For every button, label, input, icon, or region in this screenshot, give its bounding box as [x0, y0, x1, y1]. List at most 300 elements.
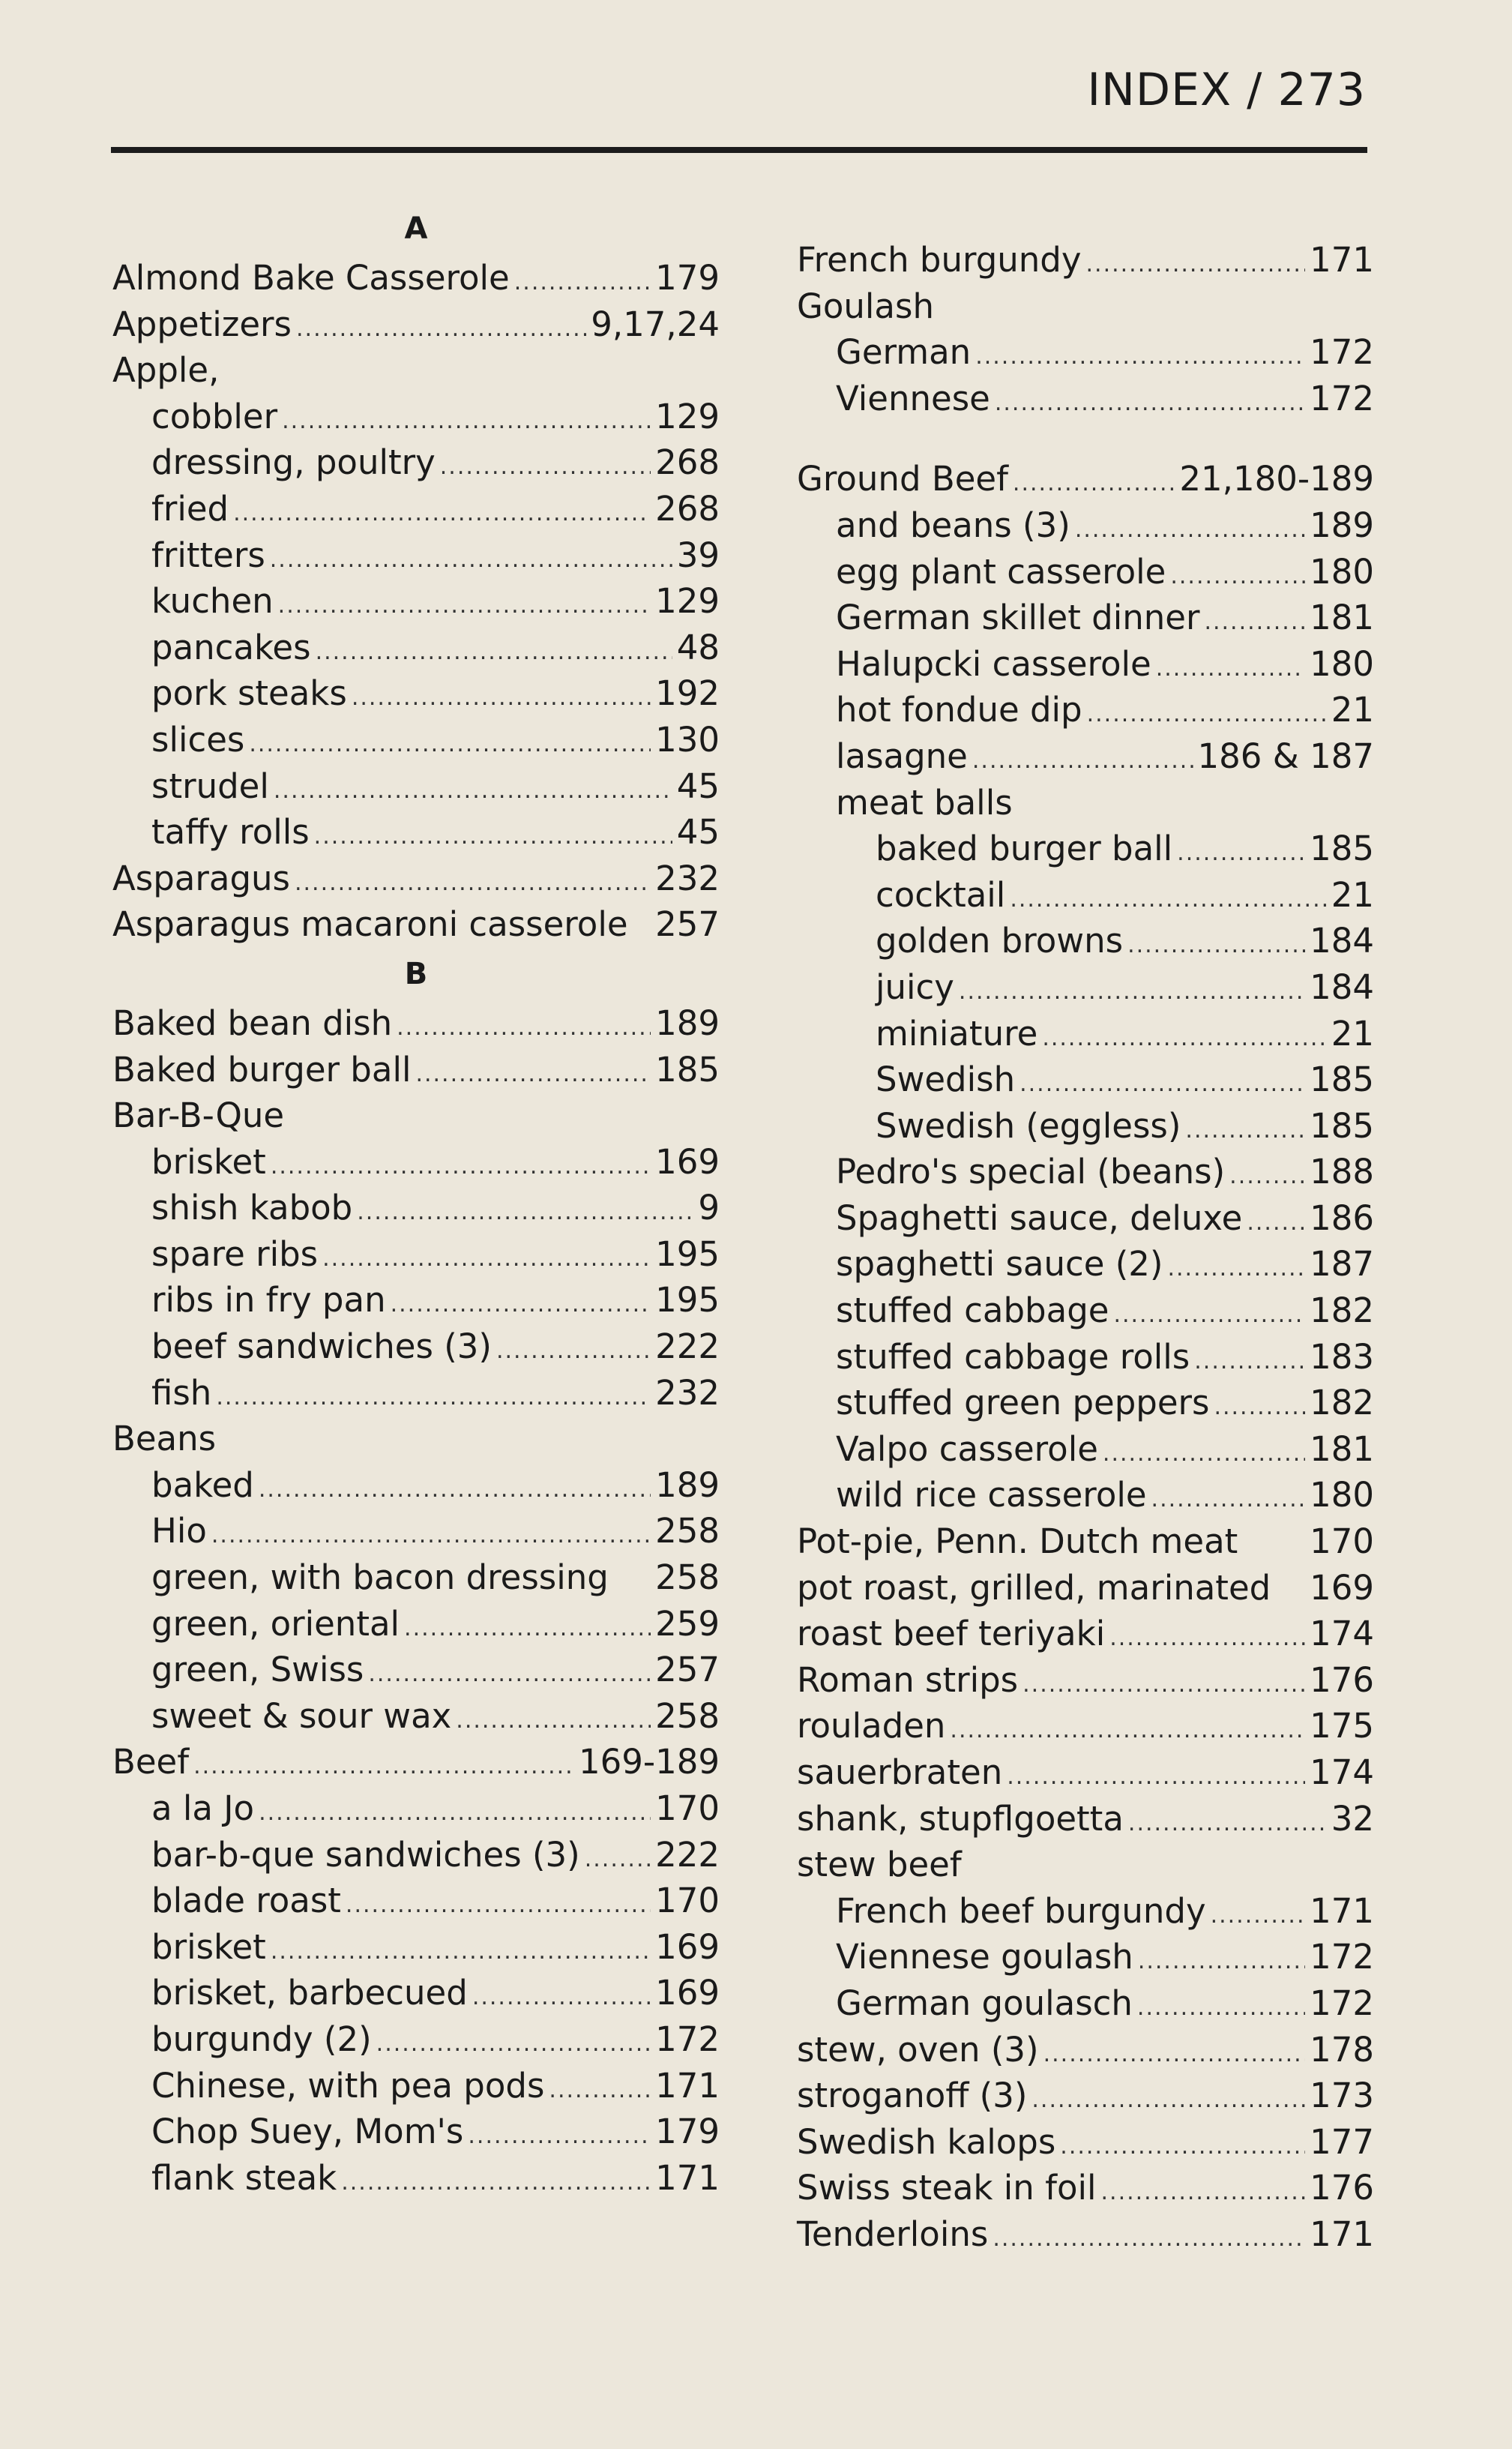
dot-leader: [316, 629, 672, 676]
dot-leader: [975, 334, 1305, 380]
entry-page-number: 169: [655, 1141, 720, 1182]
entry-page-number: 268: [655, 488, 720, 529]
index-entry: [112, 625, 720, 671]
entry-page-number: 185: [1310, 829, 1374, 869]
index-entry: [112, 1832, 720, 1878]
dot-leader: [959, 969, 1305, 1015]
entry-page-number: 174: [1310, 1752, 1374, 1792]
dot-leader: [1075, 507, 1305, 553]
entry-label: Ground Beef: [797, 459, 1008, 499]
header-rule: [111, 147, 1367, 153]
dot-leader: [1177, 830, 1305, 877]
entry-label: Swedish kalops: [797, 2121, 1056, 2162]
entry-label: Beans: [112, 1419, 217, 1459]
index-entry: [797, 641, 1374, 688]
dot-leader: [296, 306, 586, 352]
dot-leader: [357, 1189, 693, 1236]
dot-leader: [1138, 1938, 1305, 1985]
index-entry: [797, 872, 1374, 919]
entry-page-number: 186 & 187: [1197, 736, 1374, 776]
entry-page-number: 173: [1310, 2076, 1374, 2116]
dot-leader: [376, 2021, 651, 2067]
entry-page-number: 258: [655, 1695, 720, 1736]
index-entry: [112, 1047, 720, 1093]
index-entry: [112, 255, 720, 301]
index-entry: [112, 1000, 720, 1047]
index-entry: [797, 1011, 1374, 1057]
entry-label: stew beef: [797, 1845, 962, 1885]
entry-label: cocktail: [876, 874, 1006, 915]
index-entry: [797, 1057, 1374, 1103]
entry-page-number: 21: [1331, 874, 1374, 915]
entry-page-number: 257: [655, 1650, 720, 1690]
index-entry: [797, 237, 1374, 283]
entry-label: roast beef teriyaki: [797, 1614, 1106, 1654]
entry-label: sauerbraten: [797, 1752, 1003, 1792]
entry-page-number: 172: [1310, 1937, 1374, 1977]
entry-label: stuffed cabbage rolls: [836, 1336, 1190, 1377]
entry-page-number: 179: [655, 2112, 720, 2152]
index-entry: [112, 2063, 720, 2109]
index-entry: [797, 1657, 1374, 1704]
dot-leader: [1214, 1384, 1305, 1431]
dot-leader: [1167, 1245, 1305, 1292]
entry-label: Swedish: [876, 1060, 1016, 1100]
entry-page-number: 39: [676, 535, 720, 575]
entry-label: meat balls: [836, 782, 1013, 823]
entry-page-number: 180: [1310, 643, 1374, 684]
index-entry: [797, 283, 1374, 330]
entry-label: flank steak: [151, 2157, 337, 2198]
entry-label: pot roast, grilled, marinated: [797, 1567, 1271, 1608]
dot-leader: [1151, 1476, 1306, 1523]
dot-leader: [271, 1929, 651, 1975]
index-entry: [797, 2119, 1374, 2166]
index-entry: [112, 1554, 720, 1601]
entry-page-number: 258: [655, 1511, 720, 1551]
entry-label: Apple,: [112, 350, 220, 391]
entry-page-number: 185: [655, 1049, 720, 1090]
index-entry: [112, 717, 720, 763]
index-entry: [797, 2211, 1374, 2258]
entry-label: rouladen: [797, 1706, 946, 1746]
entry-label: spaghetti sauce (2): [836, 1244, 1163, 1284]
entry-page-number: 172: [1310, 332, 1374, 373]
entry-label: German goulasch: [836, 1983, 1133, 2023]
entry-label: Swedish (eggless): [876, 1105, 1181, 1146]
dot-leader: [216, 1374, 651, 1421]
index-entry: [112, 347, 720, 394]
index-entry: [112, 856, 720, 902]
entry-page-number: 171: [655, 2065, 720, 2106]
entry-label: fritters: [151, 535, 265, 575]
entry-label: kuchen: [151, 581, 274, 622]
index-entry: [112, 394, 720, 440]
entry-label: green, with bacon dressing: [151, 1557, 609, 1598]
index-entry: [112, 486, 720, 532]
entry-label: Hio: [151, 1511, 207, 1551]
index-entry: [797, 826, 1374, 872]
entry-label: brisket, barbecued: [151, 1973, 468, 2013]
entry-page-number: 189: [1310, 505, 1374, 545]
entry-page-number: 268: [655, 442, 720, 483]
index-entry: [112, 439, 720, 486]
entry-page-number: 195: [655, 1280, 720, 1320]
dot-leader: [278, 583, 651, 629]
page-header: INDEX / 273: [1087, 64, 1366, 116]
entry-label: Tenderloins: [797, 2214, 989, 2254]
entry-label: a la Jo: [151, 1788, 255, 1828]
dot-leader: [1101, 2169, 1306, 2216]
entry-label: Spaghetti sauce, deluxe: [836, 1198, 1243, 1238]
entry-page-number: 21: [1331, 1013, 1374, 1054]
entry-label: bar-b-que sandwiches (3): [151, 1834, 580, 1875]
index-entry: [112, 1277, 720, 1323]
entry-label: Swiss steak in foil: [797, 2168, 1097, 2208]
entry-label: Baked bean dish: [112, 1003, 393, 1043]
entry-label: Bar-B-Que: [112, 1096, 285, 1136]
entry-page-number: 185: [1310, 1060, 1374, 1100]
entry-page-number: 232: [655, 1372, 720, 1413]
index-entry: [112, 1416, 720, 1462]
entry-page-number: 189: [655, 1003, 720, 1043]
dot-leader: [1010, 877, 1326, 923]
dot-leader: [1022, 1662, 1305, 1708]
dot-leader: [233, 490, 651, 537]
entry-page-number: 181: [1310, 1428, 1374, 1469]
dot-leader: [496, 1328, 651, 1374]
dot-leader: [193, 1743, 574, 1790]
entry-page-number: 171: [655, 2157, 720, 2198]
entry-page-number: 169: [655, 1926, 720, 1967]
index-entry: [797, 1287, 1374, 1334]
index-entry: [797, 1749, 1374, 1796]
index-entry: [797, 1703, 1374, 1749]
entry-label: burgundy (2): [151, 2019, 372, 2059]
entry-page-number: 172: [1310, 378, 1374, 418]
entry-label: hot fondue dip: [836, 690, 1082, 730]
index-entry: [797, 2027, 1374, 2073]
entry-label: green, Swiss: [151, 1650, 364, 1690]
dot-leader: [211, 1512, 651, 1559]
entry-label: Halupcki casserole: [836, 643, 1151, 684]
index-entry: [112, 1093, 720, 1139]
entry-label: brisket: [151, 1141, 266, 1182]
index-entry: [112, 1462, 720, 1509]
entry-page-number: 170: [655, 1881, 720, 1921]
dot-leader: [295, 860, 651, 907]
index-entry: [797, 1380, 1374, 1426]
entry-page-number: 258: [655, 1557, 720, 1598]
entry-page-number: 169-189: [578, 1742, 720, 1782]
dot-leader: [1109, 1615, 1305, 1662]
dot-leader: [346, 1882, 651, 1929]
dot-leader: [993, 2216, 1305, 2262]
entry-label: blade roast: [151, 1881, 341, 1921]
entry-page-number: 182: [1310, 1290, 1374, 1331]
index-entry: [797, 456, 1374, 502]
dot-leader: [271, 1144, 651, 1190]
index-entry: [797, 1934, 1374, 1980]
dot-leader: [514, 259, 651, 306]
entry-page-number: 130: [655, 719, 720, 760]
index-entry: [112, 2016, 720, 2063]
dot-leader: [259, 1790, 651, 1836]
entry-page-number: 176: [1310, 1659, 1374, 1700]
entry-page-number: 176: [1310, 2168, 1374, 2208]
index-entry: [112, 2109, 720, 2155]
entry-page-number: 175: [1310, 1706, 1374, 1746]
dot-leader: [249, 721, 651, 768]
entry-label: beef sandwiches (3): [151, 1326, 492, 1367]
entry-page-number: 172: [1310, 1983, 1374, 2023]
entry-label: baked: [151, 1464, 254, 1505]
entry-label: egg plant casserole: [836, 551, 1166, 592]
dot-leader: [1086, 241, 1306, 288]
entry-label: shank, stupflgoetta: [797, 1798, 1124, 1839]
entry-label: shish kabob: [151, 1188, 353, 1228]
index-entry: [797, 1611, 1374, 1657]
dot-leader: [259, 1467, 651, 1513]
dot-leader: [1247, 1200, 1305, 1246]
entry-page-number: 180: [1310, 551, 1374, 592]
entry-label: stew, oven (3): [797, 2029, 1039, 2070]
index-entry: [112, 578, 720, 625]
entry-page-number: 186: [1310, 1198, 1374, 1238]
entry-page-number: 171: [1310, 2214, 1374, 2254]
entry-page-number: 45: [676, 812, 720, 853]
dot-leader: [1087, 691, 1327, 738]
index-entry: [112, 1785, 720, 1832]
dot-leader: [274, 768, 672, 814]
index-entry: [112, 1924, 720, 1971]
entry-label: Roman strips: [797, 1659, 1019, 1700]
entry-label: brisket: [151, 1926, 266, 1967]
index-entry: [112, 1370, 720, 1416]
dot-leader: [1170, 553, 1305, 600]
dot-leader: [1013, 460, 1175, 507]
dot-leader: [270, 537, 672, 583]
dot-leader: [352, 675, 651, 721]
entry-label: French burgundy: [797, 240, 1082, 280]
dot-leader: [322, 1236, 651, 1282]
index-column-right: [797, 202, 1374, 2258]
dot-leader: [549, 2067, 651, 2114]
index-entry: [112, 2155, 720, 2202]
index-entry: [112, 901, 720, 948]
index-entry: [797, 595, 1374, 641]
entry-label: strudel: [151, 766, 269, 806]
entry-page-number: 192: [655, 673, 720, 714]
index-entry: [112, 1508, 720, 1554]
index-entry: [797, 1334, 1374, 1380]
index-entry: [797, 1565, 1374, 1611]
entry-label: stuffed cabbage: [836, 1290, 1109, 1331]
dot-leader: [1007, 1754, 1305, 1800]
entry-page-number: 222: [655, 1834, 720, 1875]
entry-page-number: 189: [655, 1464, 720, 1505]
entry-label: green, oriental: [151, 1603, 400, 1644]
entry-page-number: 187: [1310, 1244, 1374, 1284]
index-entry: [797, 329, 1374, 376]
index-entry: [797, 1796, 1374, 1842]
entry-page-number: 32: [1331, 1798, 1374, 1839]
entry-label: Appetizers: [112, 304, 292, 344]
index-entry: [112, 1739, 720, 1785]
entry-page-number: 172: [655, 2019, 720, 2059]
dot-leader: [404, 1605, 651, 1652]
entry-page-number: 183: [1310, 1336, 1374, 1377]
dot-leader: [972, 738, 1193, 784]
index-entry: [797, 1241, 1374, 1287]
dot-leader: [1137, 1985, 1305, 2031]
entry-label: taffy rolls: [151, 812, 310, 853]
index-entry: [797, 1149, 1374, 1195]
entry-page-number: 180: [1310, 1475, 1374, 1515]
entry-label: ribs in fry pan: [151, 1280, 386, 1320]
dot-leader: [1229, 1153, 1305, 1200]
index-entry: [797, 376, 1374, 422]
entry-label: Beef: [112, 1742, 190, 1782]
entry-page-number: 185: [1310, 1105, 1374, 1146]
entry-label: pancakes: [151, 627, 311, 667]
entry-page-number: 184: [1310, 967, 1374, 1007]
dot-leader: [950, 1707, 1305, 1754]
entry-label: Goulash: [797, 286, 934, 326]
section-heading: B: [404, 956, 428, 991]
dot-leader: [314, 814, 672, 860]
index-entry: [797, 1888, 1374, 1935]
entry-label: baked burger ball: [876, 829, 1173, 869]
entry-label: cobbler: [151, 396, 278, 436]
index-entry: [797, 918, 1374, 964]
dot-leader: [1127, 922, 1305, 969]
index-entry: [797, 1426, 1374, 1473]
entry-page-number: 129: [655, 396, 720, 436]
entry-page-number: 45: [676, 766, 720, 806]
entry-page-number: 182: [1310, 1383, 1374, 1423]
entry-label: Baked burger ball: [112, 1049, 412, 1090]
dot-leader: [1128, 1800, 1327, 1847]
dot-leader: [1042, 1015, 1326, 1062]
index-entry: [112, 1601, 720, 1647]
dot-leader: [995, 380, 1305, 427]
section-heading: A: [404, 211, 428, 246]
entry-gap: [797, 421, 1374, 456]
entry-page-number: 177: [1310, 2121, 1374, 2162]
entry-label: Asparagus: [112, 858, 290, 898]
entry-page-number: 259: [655, 1603, 720, 1644]
index-entry: [797, 1472, 1374, 1518]
dot-leader: [456, 1698, 651, 1744]
index-entry: [797, 1518, 1374, 1565]
dot-leader: [468, 2113, 651, 2160]
dot-leader: [1211, 1893, 1306, 1939]
entry-label: stuffed green peppers: [836, 1383, 1210, 1423]
entry-page-number: 171: [1310, 1890, 1374, 1931]
entry-label: dressing, poultry: [151, 442, 436, 483]
entry-page-number: 171: [1310, 240, 1374, 280]
dot-leader: [1204, 599, 1305, 646]
dot-leader: [368, 1651, 651, 1698]
index-entry: [797, 1842, 1374, 1888]
entry-page-number: 257: [655, 904, 720, 945]
dot-leader: [1060, 2124, 1305, 2170]
entry-page-number: 174: [1310, 1614, 1374, 1654]
entry-label: Pot-pie, Penn. Dutch meat: [797, 1521, 1238, 1562]
dot-leader: [341, 2160, 651, 2206]
entry-label: Viennese: [836, 378, 990, 418]
entry-label: juicy: [876, 967, 954, 1007]
index-entry: [797, 687, 1374, 733]
index-entry: [112, 670, 720, 717]
entry-label: Almond Bake Casserole: [112, 258, 510, 298]
entry-label: spare ribs: [151, 1233, 319, 1274]
index-entry: [797, 964, 1374, 1011]
index-entry: [112, 1647, 720, 1693]
dot-leader: [391, 1281, 651, 1328]
column-spacer: [797, 202, 1374, 237]
entry-label: French beef burgundy: [836, 1890, 1206, 1931]
index-entry: [112, 1185, 720, 1231]
index-entry: [797, 1103, 1374, 1150]
entry-label: lasagne: [836, 736, 968, 776]
index-entry: [112, 1323, 720, 1370]
index-entry: [112, 1231, 720, 1278]
entry-page-number: 222: [655, 1326, 720, 1367]
entry-label: pork steaks: [151, 673, 347, 714]
dot-leader: [1043, 2031, 1305, 2078]
index-entry: [797, 2073, 1374, 2119]
dot-leader: [585, 1836, 651, 1883]
entry-page-number: 129: [655, 581, 720, 622]
dot-leader: [1103, 1431, 1305, 1477]
entry-page-number: 9: [698, 1188, 720, 1228]
dot-leader: [282, 398, 651, 445]
entry-page-number: 181: [1310, 598, 1374, 638]
index-entry: [797, 1980, 1374, 2027]
index-entry: [112, 1878, 720, 1924]
dot-leader: [1031, 2077, 1305, 2124]
entry-page-number: 21,180-189: [1179, 459, 1374, 499]
entry-label: Chinese, with pea pods: [151, 2065, 545, 2106]
entry-label: miniature: [876, 1013, 1038, 1054]
index-entry: [797, 549, 1374, 595]
entry-page-number: 179: [655, 258, 720, 298]
entry-page-number: 169: [655, 1973, 720, 2013]
entry-label: and beans (3): [836, 505, 1070, 545]
entry-page-number: 178: [1310, 2029, 1374, 2070]
index-entry: [112, 1970, 720, 2016]
index-entry: [112, 532, 720, 579]
index-entry: [797, 733, 1374, 780]
index-entry: [797, 1195, 1374, 1242]
entry-label: fish: [151, 1372, 212, 1413]
entry-page-number: 9,17,24: [591, 304, 720, 344]
entry-label: German: [836, 332, 972, 373]
index-entry: [112, 1693, 720, 1740]
entry-label: fried: [151, 488, 229, 529]
entry-page-number: 21: [1331, 690, 1374, 730]
entry-page-number: 188: [1310, 1152, 1374, 1192]
entry-page-number: 170: [655, 1788, 720, 1828]
entry-page-number: 169: [1310, 1567, 1374, 1608]
entry-label: slices: [151, 719, 245, 760]
dot-leader: [1113, 1292, 1305, 1338]
entry-label: Pedro's special (beans): [836, 1152, 1226, 1192]
dot-leader: [1194, 1338, 1305, 1385]
entry-page-number: 232: [655, 858, 720, 898]
